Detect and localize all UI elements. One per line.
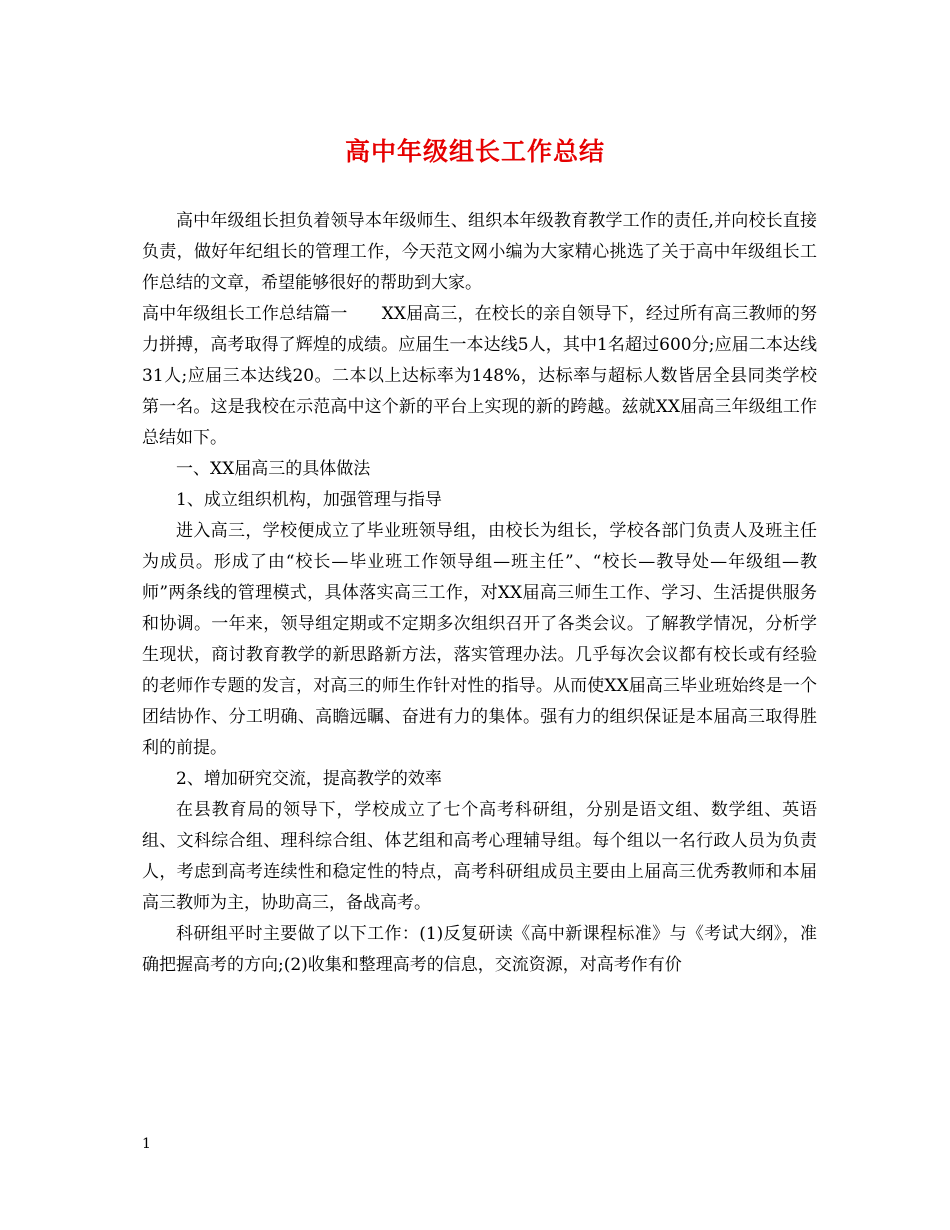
page-number: 1 xyxy=(142,1136,151,1152)
paragraph-organization: 进入高三，学校便成立了毕业班领导组，由校长为组长，学校各部门负责人及班主任为成员。形成了由“校长—毕业班工作领导组—班主任”、“校长—教导处—年级组—教师”两条线的管理模式，具体落实高三工作，对XX届高三师生工作、学习、生活提供服务和协调。一年来，领导组定期或不定期多次组织召开了各类会议。了解教学情况，分析学生现状，商讨教育教学的新思路新方法，落实管理办法。几乎每次会议都有校长或有经验的老师作专题的发言，对高三的师生作针对性的指导。从而使XX届高三毕业班始终是一个团结协作、分工明确、高瞻远瞩、奋进有力的集体。强有力的组织保证是本届高三取得胜利的前提。 xyxy=(142,521,817,758)
paragraph-research-work: 科研组平时主要做了以下工作：(1)反复研读《高中新课程标准》与《考试大纲》，准确把握高考的方向;(2)收集和整理高考的信息，交流资源，对高考作有价 xyxy=(142,924,817,975)
subsection-heading-2: 2、增加研究交流，提高教学的效率 xyxy=(176,769,442,789)
document-title: 高中年级组长工作总结 xyxy=(344,137,605,166)
paragraph-research-groups: 在县教育局的领导下，学校成立了七个高考科研组，分别是语文组、数学组、英语组、文科综合组、理科综合组、体艺组和高考心理辅导组。每个组以一名行政人员为负责人，考虑到高考连续性和稳定性的特点，高考科研组成员主要由上届高三优秀教师和本届高三教师为主，协助高三，备战高考。 xyxy=(142,800,817,913)
section-heading-1: 一、XX届高三的具体做法 xyxy=(176,459,371,479)
paragraph-summary-one: 高中年级组长工作总结篇一 XX届高三，在校长的亲自领导下，经过所有高三教师的努力拼搏，高考取得了辉煌的成绩。应届生一本达线5人，其中1名超过600分;应届二本达线31人;应届三本达线20。二本以上达标率为148%，达标率与超标人数皆居全县同类学校第一名。这是我校在示范高中这个新的平台上实现的新的跨越。兹就XX届高三年级组工作总结如下。 xyxy=(142,304,817,448)
document-body xyxy=(142,206,817,981)
paragraph-intro: 高中年级组长担负着领导本年级师生、组织本年级教育教学工作的责任,并向校长直接负责，做好年纪组长的管理工作，今天范文网小编为大家精心挑选了关于高中年级组长工作总结的文章，希望能够很好的帮助到大家。 xyxy=(142,211,817,293)
subsection-heading-1: 1、成立组织机构，加强管理与指导 xyxy=(176,490,442,510)
